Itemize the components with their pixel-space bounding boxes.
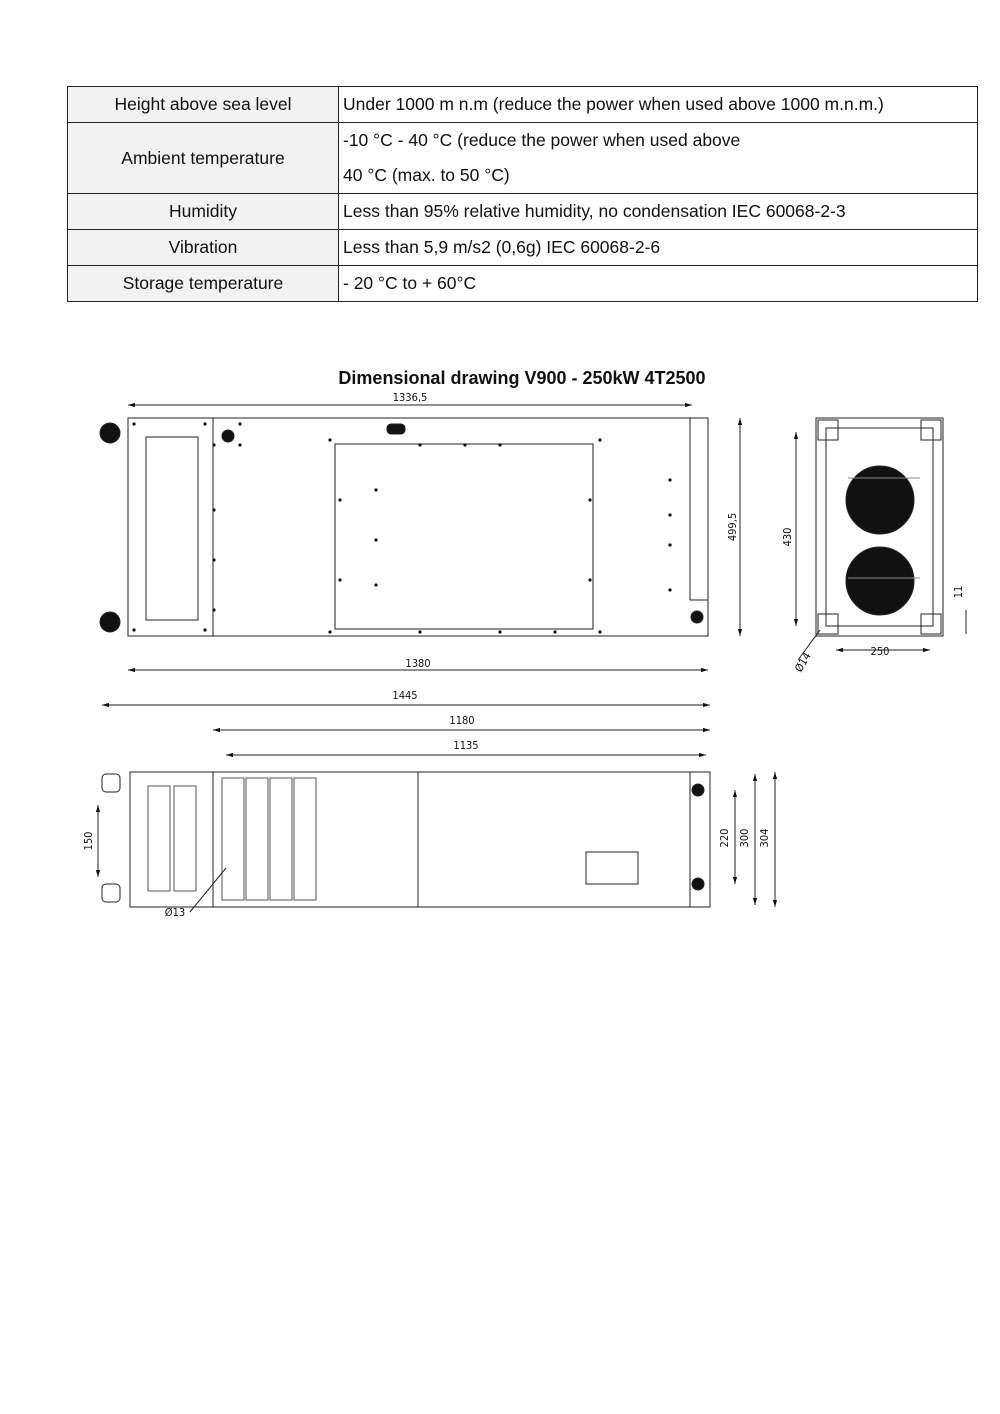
top-view-outline [128,418,708,636]
dim-label-side-small: 11 [952,585,965,599]
bottom-view-outline [130,772,710,907]
bottom-view [98,705,775,912]
side-view [796,418,966,660]
vent-slots [148,778,316,900]
spec-value-line: - 20 °C to + 60°C [343,273,477,293]
dim-label-side-width: 250 [870,645,890,658]
dim-label-side-height: 430 [781,527,794,547]
top-view-center-panel [335,444,593,629]
lifting-eye-icon [387,424,405,434]
dim-label-bottom-hole: Ø13 [164,906,186,919]
dim-label-bottom-inner: 1135 [453,739,479,752]
fan-icon [846,547,914,615]
wheel-icon [100,612,120,632]
dim-label-bottom-h3: 304 [758,828,771,848]
dim-label-top-height: 499,5 [726,512,739,542]
spec-label: Humidity [68,194,339,230]
dim-label-bottom-total: 1445 [392,689,418,702]
bottom-view-label-plate [586,852,638,884]
dim-label-bottom-left: 150 [82,831,95,851]
top-view-left-panel [146,437,198,620]
corner-bracket-icon [921,420,941,440]
fan-icon [846,466,914,534]
hole-icon [222,430,234,442]
leader-line-hole [190,868,226,912]
dim-label-bottom-body: 1180 [449,714,475,727]
spec-label: Vibration [68,230,339,266]
dim-label-top-width: 1336,5 [392,391,428,404]
spec-value-line: -10 °C - 40 °C (reduce the power when used above [343,130,741,150]
wheel-icon [102,774,120,792]
spec-label: Storage temperature [68,266,339,302]
corner-bracket-icon [818,614,838,634]
spec-label: Ambient temperature [68,123,339,194]
hole-icon [692,878,704,890]
drawing-title: Dimensional drawing V900 - 250kW 4T2500 [338,368,706,388]
dim-label-bottom-h1: 220 [718,828,731,848]
spec-value-line: 40 °C (max. to 50 °C) [343,165,510,185]
wheel-icon [100,423,120,443]
spec-value-line: Less than 5,9 m/s2 (0,6g) IEC 60068-2-6 [343,237,661,257]
spec-value-line: Less than 95% relative humidity, no condensation IEC 60068-2-3 [343,201,846,221]
dim-label-side-hole: Ø14 [792,650,814,675]
corner-bracket-icon [818,420,838,440]
top-view [100,405,740,670]
dim-label-bottom-h2: 300 [738,828,751,848]
hole-icon [692,784,704,796]
hole-icon [691,611,703,623]
wheel-icon [102,884,120,902]
spec-label: Height above sea level [68,87,339,123]
spec-value-line: Under 1000 m n.m (reduce the power when used above 1000 m.n.m.) [343,94,884,114]
corner-bracket-icon [921,614,941,634]
dim-label-overall-length: 1380 [405,657,431,670]
